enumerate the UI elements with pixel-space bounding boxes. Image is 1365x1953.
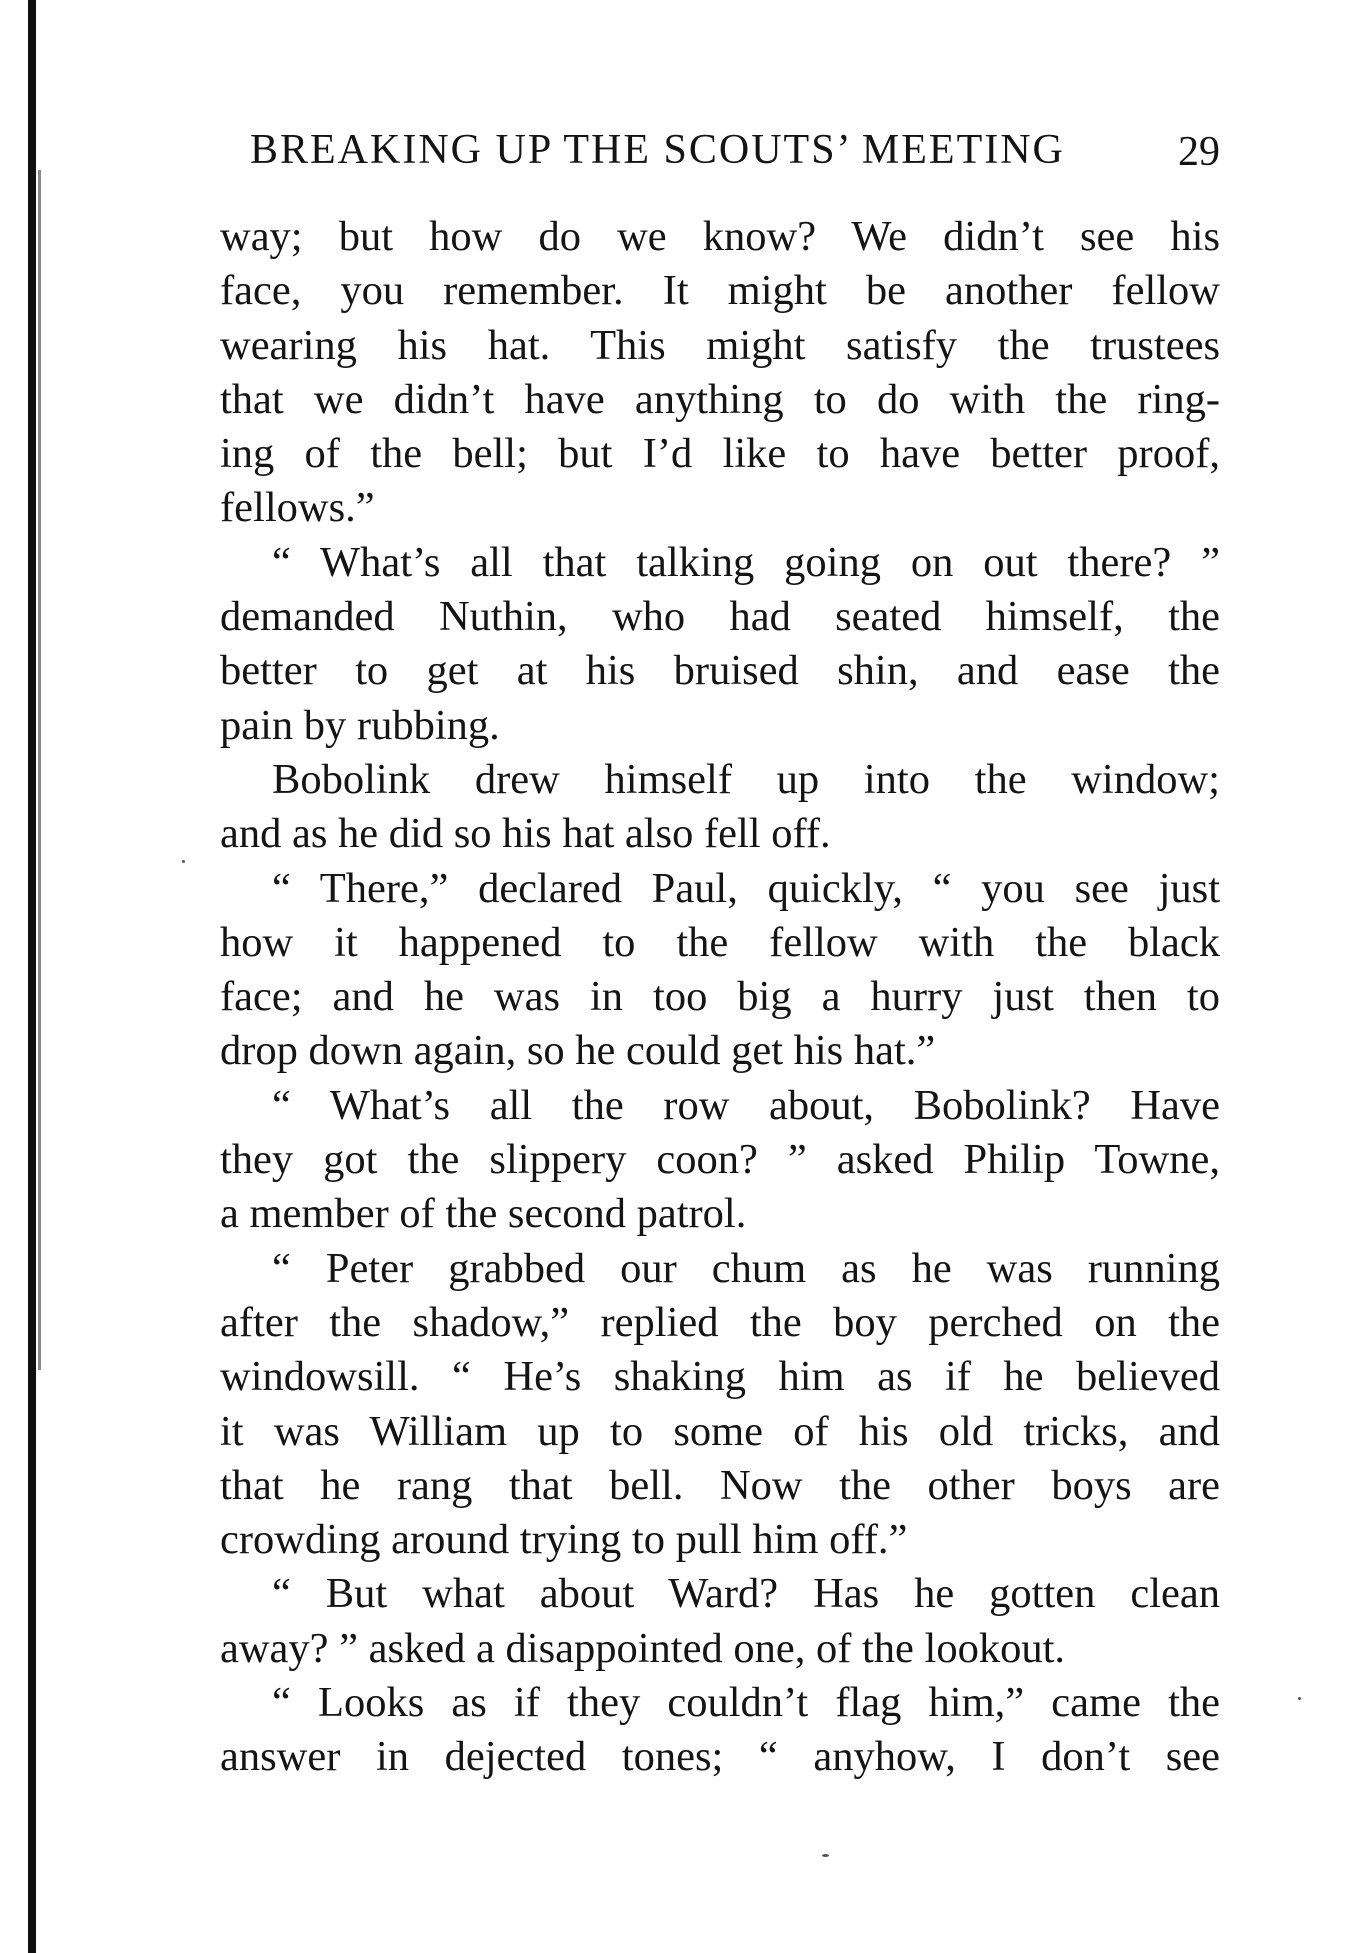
text-line: face, you remember. It might be another fellow xyxy=(220,267,1220,315)
text-line: a member of the second patrol. xyxy=(220,1190,747,1238)
text-line: “ Looks as if they couldn’t flag him,” came the xyxy=(272,1679,1220,1727)
text-line: “ There,” declared Paul, quickly, “ you see just xyxy=(272,864,1220,912)
print-speck xyxy=(1298,1697,1301,1700)
text-line: face; and he was in too big a hurry just then to xyxy=(220,973,1220,1021)
text-line: wearing his hat. This might satisfy the trustees xyxy=(220,321,1220,369)
running-title: BREAKING UP THE SCOUTS’ MEETING xyxy=(250,127,1065,173)
text-line: better to get at his bruised shin, and ease the xyxy=(220,647,1220,695)
print-speck xyxy=(822,1854,829,1857)
text-line: that he rang that bell. Now the other boys are xyxy=(220,1461,1220,1509)
text-line: that we didn’t have anything to do with the ring- xyxy=(220,375,1220,423)
text-line: “ But what about Ward? Has he gotten clean xyxy=(272,1570,1220,1618)
text-line: how it happened to the fellow with the black xyxy=(220,918,1220,966)
text-line: drop down again, so he could get his hat.” xyxy=(220,1027,936,1075)
text-line: way; but how do we know? We didn’t see his xyxy=(220,213,1220,260)
text-line: pain by rubbing. xyxy=(220,701,500,749)
page-binding-shadow xyxy=(38,170,41,1370)
text-line: windowsill. “ He’s shaking him as if he believed xyxy=(220,1353,1220,1401)
text-line: and as he did so his hat also fell off. xyxy=(220,810,831,858)
text-line: demanded Nuthin, who had seated himself, the xyxy=(220,593,1220,641)
print-speck xyxy=(182,860,185,863)
running-header xyxy=(250,125,1220,175)
text-line: after the shadow,” replied the boy perched on the xyxy=(220,1298,1220,1346)
text-line: answer in dejected tones; “ anyhow, I don’t see xyxy=(220,1733,1220,1781)
page-number: 29 xyxy=(1178,129,1220,175)
text-line: crowding around trying to pull him off.” xyxy=(220,1516,908,1564)
text-line: “ Peter grabbed our chum as he was running xyxy=(272,1244,1220,1292)
page-binding-edge xyxy=(28,0,36,1953)
text-line: fellows.” xyxy=(220,484,375,532)
text-line: it was William up to some of his old tricks, and xyxy=(220,1407,1220,1455)
text-line: they got the slippery coon? ” asked Philip Towne, xyxy=(220,1136,1220,1184)
text-line: “ What’s all the row about, Bobolink? Have xyxy=(272,1081,1220,1129)
body-text xyxy=(220,210,1220,1785)
text-line: Bobolink drew himself up into the window; xyxy=(272,755,1220,803)
text-line: “ What’s all that talking going on out there? ” xyxy=(272,538,1220,586)
text-line: ing of the bell; but I’d like to have better proof, xyxy=(220,430,1220,478)
text-line: away? ” asked a disappointed one, of the lookout. xyxy=(220,1624,1066,1672)
